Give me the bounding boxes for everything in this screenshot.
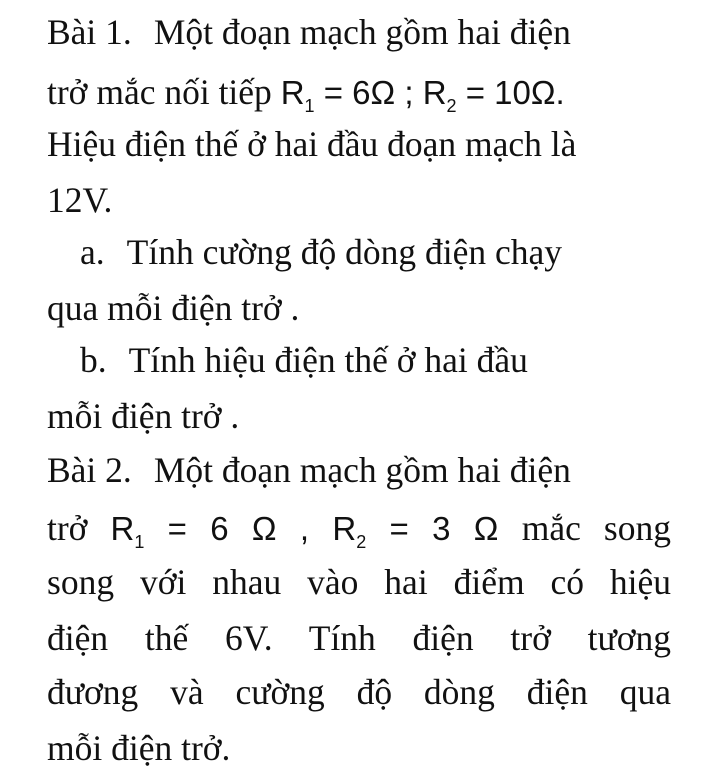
bai2-line-3: song với nhau vào hai điểm có hiệu bbox=[47, 562, 671, 602]
bai2-title: Bài 2. bbox=[47, 450, 132, 490]
bai2-line-4: điện thế 6V. Tính điện trở tương bbox=[47, 618, 671, 658]
bai1-r1-index: 1 bbox=[304, 96, 315, 116]
bai1-r2-index: 2 bbox=[446, 96, 457, 116]
bai1-item-a-cont: qua mỗi điện trở . bbox=[47, 288, 300, 328]
bai1-b-label: b. bbox=[80, 340, 107, 380]
bai1-r1-symbol: R bbox=[280, 74, 305, 111]
bai1-r1-value: = 6Ω ; bbox=[314, 74, 423, 111]
bai1-r2-value: = 10Ω. bbox=[456, 74, 565, 111]
bai1-a-text: Tính cường độ dòng điện chạy bbox=[126, 232, 562, 272]
bai2-line-2 bbox=[47, 508, 671, 554]
bai2-line-5: đương và cường độ dòng điện qua bbox=[47, 672, 671, 712]
bai1-line2-prefix: trở mắc nối tiếp bbox=[47, 72, 281, 112]
bai1-line-3: Hiệu điện thế ở hai đầu đoạn mạch là bbox=[47, 124, 577, 164]
bai2-line-1 bbox=[47, 450, 671, 490]
bai1-item-b bbox=[80, 340, 671, 380]
bai1-a-label: a. bbox=[80, 232, 105, 272]
bai1-item-b-cont: mỗi điện trở . bbox=[47, 396, 240, 436]
bai1-title: Bài 1. bbox=[47, 12, 132, 52]
bai2-r1-index: 1 bbox=[134, 532, 145, 552]
bai1-r2-symbol: R bbox=[422, 74, 447, 111]
bai2-r2-index: 2 bbox=[356, 532, 367, 552]
bai2-line-6: mỗi điện trở. bbox=[47, 728, 231, 768]
bai1-b-text: Tính hiệu điện thế ở hai đầu bbox=[128, 340, 528, 380]
bai2-line1-text: Một đoạn mạch gồm hai điện bbox=[153, 450, 571, 490]
bai1-line-2 bbox=[47, 72, 671, 118]
bai1-item-a bbox=[80, 232, 671, 272]
bai2-r2-value: = 3 Ω bbox=[366, 510, 522, 547]
bai2-r1-value: = 6 Ω , bbox=[144, 510, 333, 547]
bai1-line-4: 12V. bbox=[47, 180, 113, 220]
bai2-r2-symbol: R bbox=[332, 510, 357, 547]
bai2-r1-symbol: R bbox=[110, 510, 135, 547]
bai2-line2-suffix: mắc song bbox=[521, 508, 671, 548]
bai1-line-1 bbox=[47, 12, 671, 52]
bai2-line2-prefix: trở bbox=[47, 508, 111, 548]
bai1-line1-text: Một đoạn mạch gồm hai điện bbox=[153, 12, 571, 52]
